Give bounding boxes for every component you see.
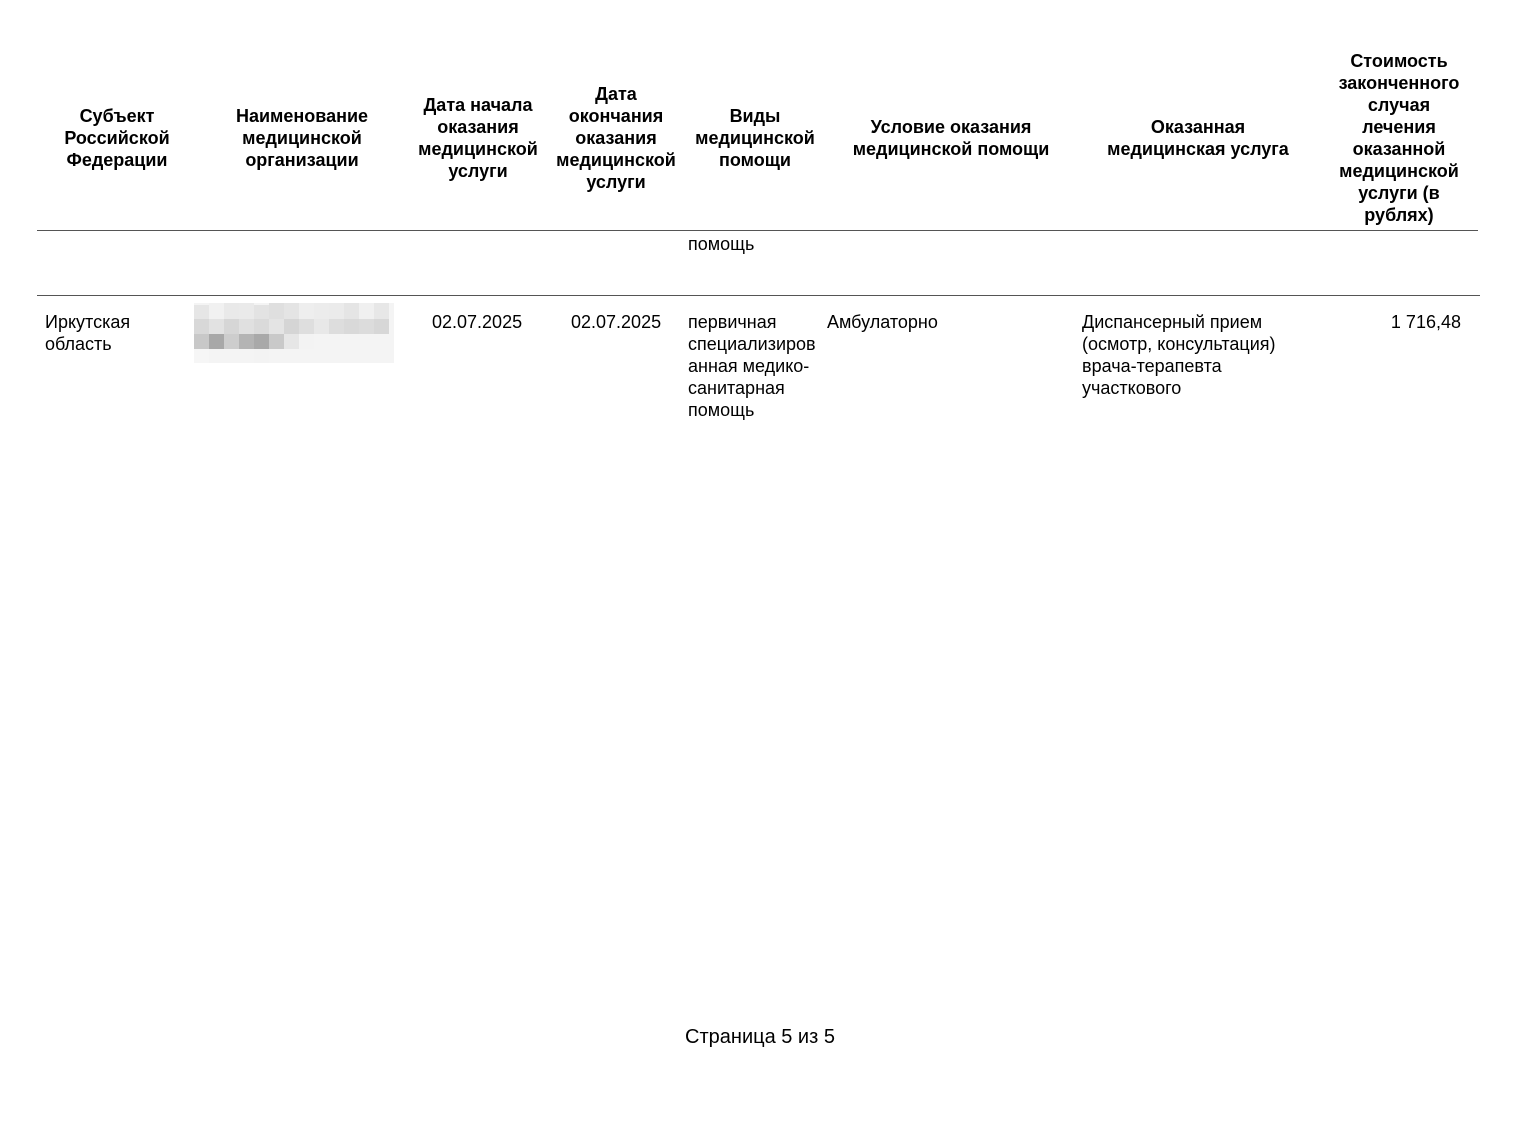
header-care-type: Виды медицинской помощи <box>695 106 815 170</box>
header-condition: Условие оказания медицинской помощи <box>852 117 1050 159</box>
row-separator-rule <box>37 295 1480 296</box>
header-organization: Наименование медицинской организации <box>235 106 369 170</box>
header-end-date: Дата окончания оказания медицинской услуги <box>556 84 676 192</box>
cell-condition: Амбулаторно <box>827 312 938 332</box>
page-number: Страница 5 из 5 <box>685 1026 835 1048</box>
cell-cost: 1 716,48 <box>1390 312 1461 332</box>
header-bottom-rule <box>37 230 1478 231</box>
cell-care-type: первичная специализиров анная медико- санитарная помощь <box>688 312 816 420</box>
cell-end-date: 02.07.2025 <box>571 312 662 332</box>
redacted-organization-name <box>194 303 394 363</box>
cell-region: Иркутская область <box>45 312 131 354</box>
header-region: Субъект Российской Федерации <box>64 106 170 170</box>
header-cost: Стоимость законченного случая лечения оказанной медицинской услуги (в рублях) <box>1338 51 1460 225</box>
continued-care-type: помощь <box>688 234 755 254</box>
cell-service: Диспансерный прием (осмотр, консультация) врача-терапевта участкового <box>1082 312 1276 398</box>
header-service: Оказанная медицинская услуга <box>1107 117 1289 159</box>
header-start-date: Дата начала оказания медицинской услуги <box>418 95 538 181</box>
cell-start-date: 02.07.2025 <box>432 312 523 332</box>
